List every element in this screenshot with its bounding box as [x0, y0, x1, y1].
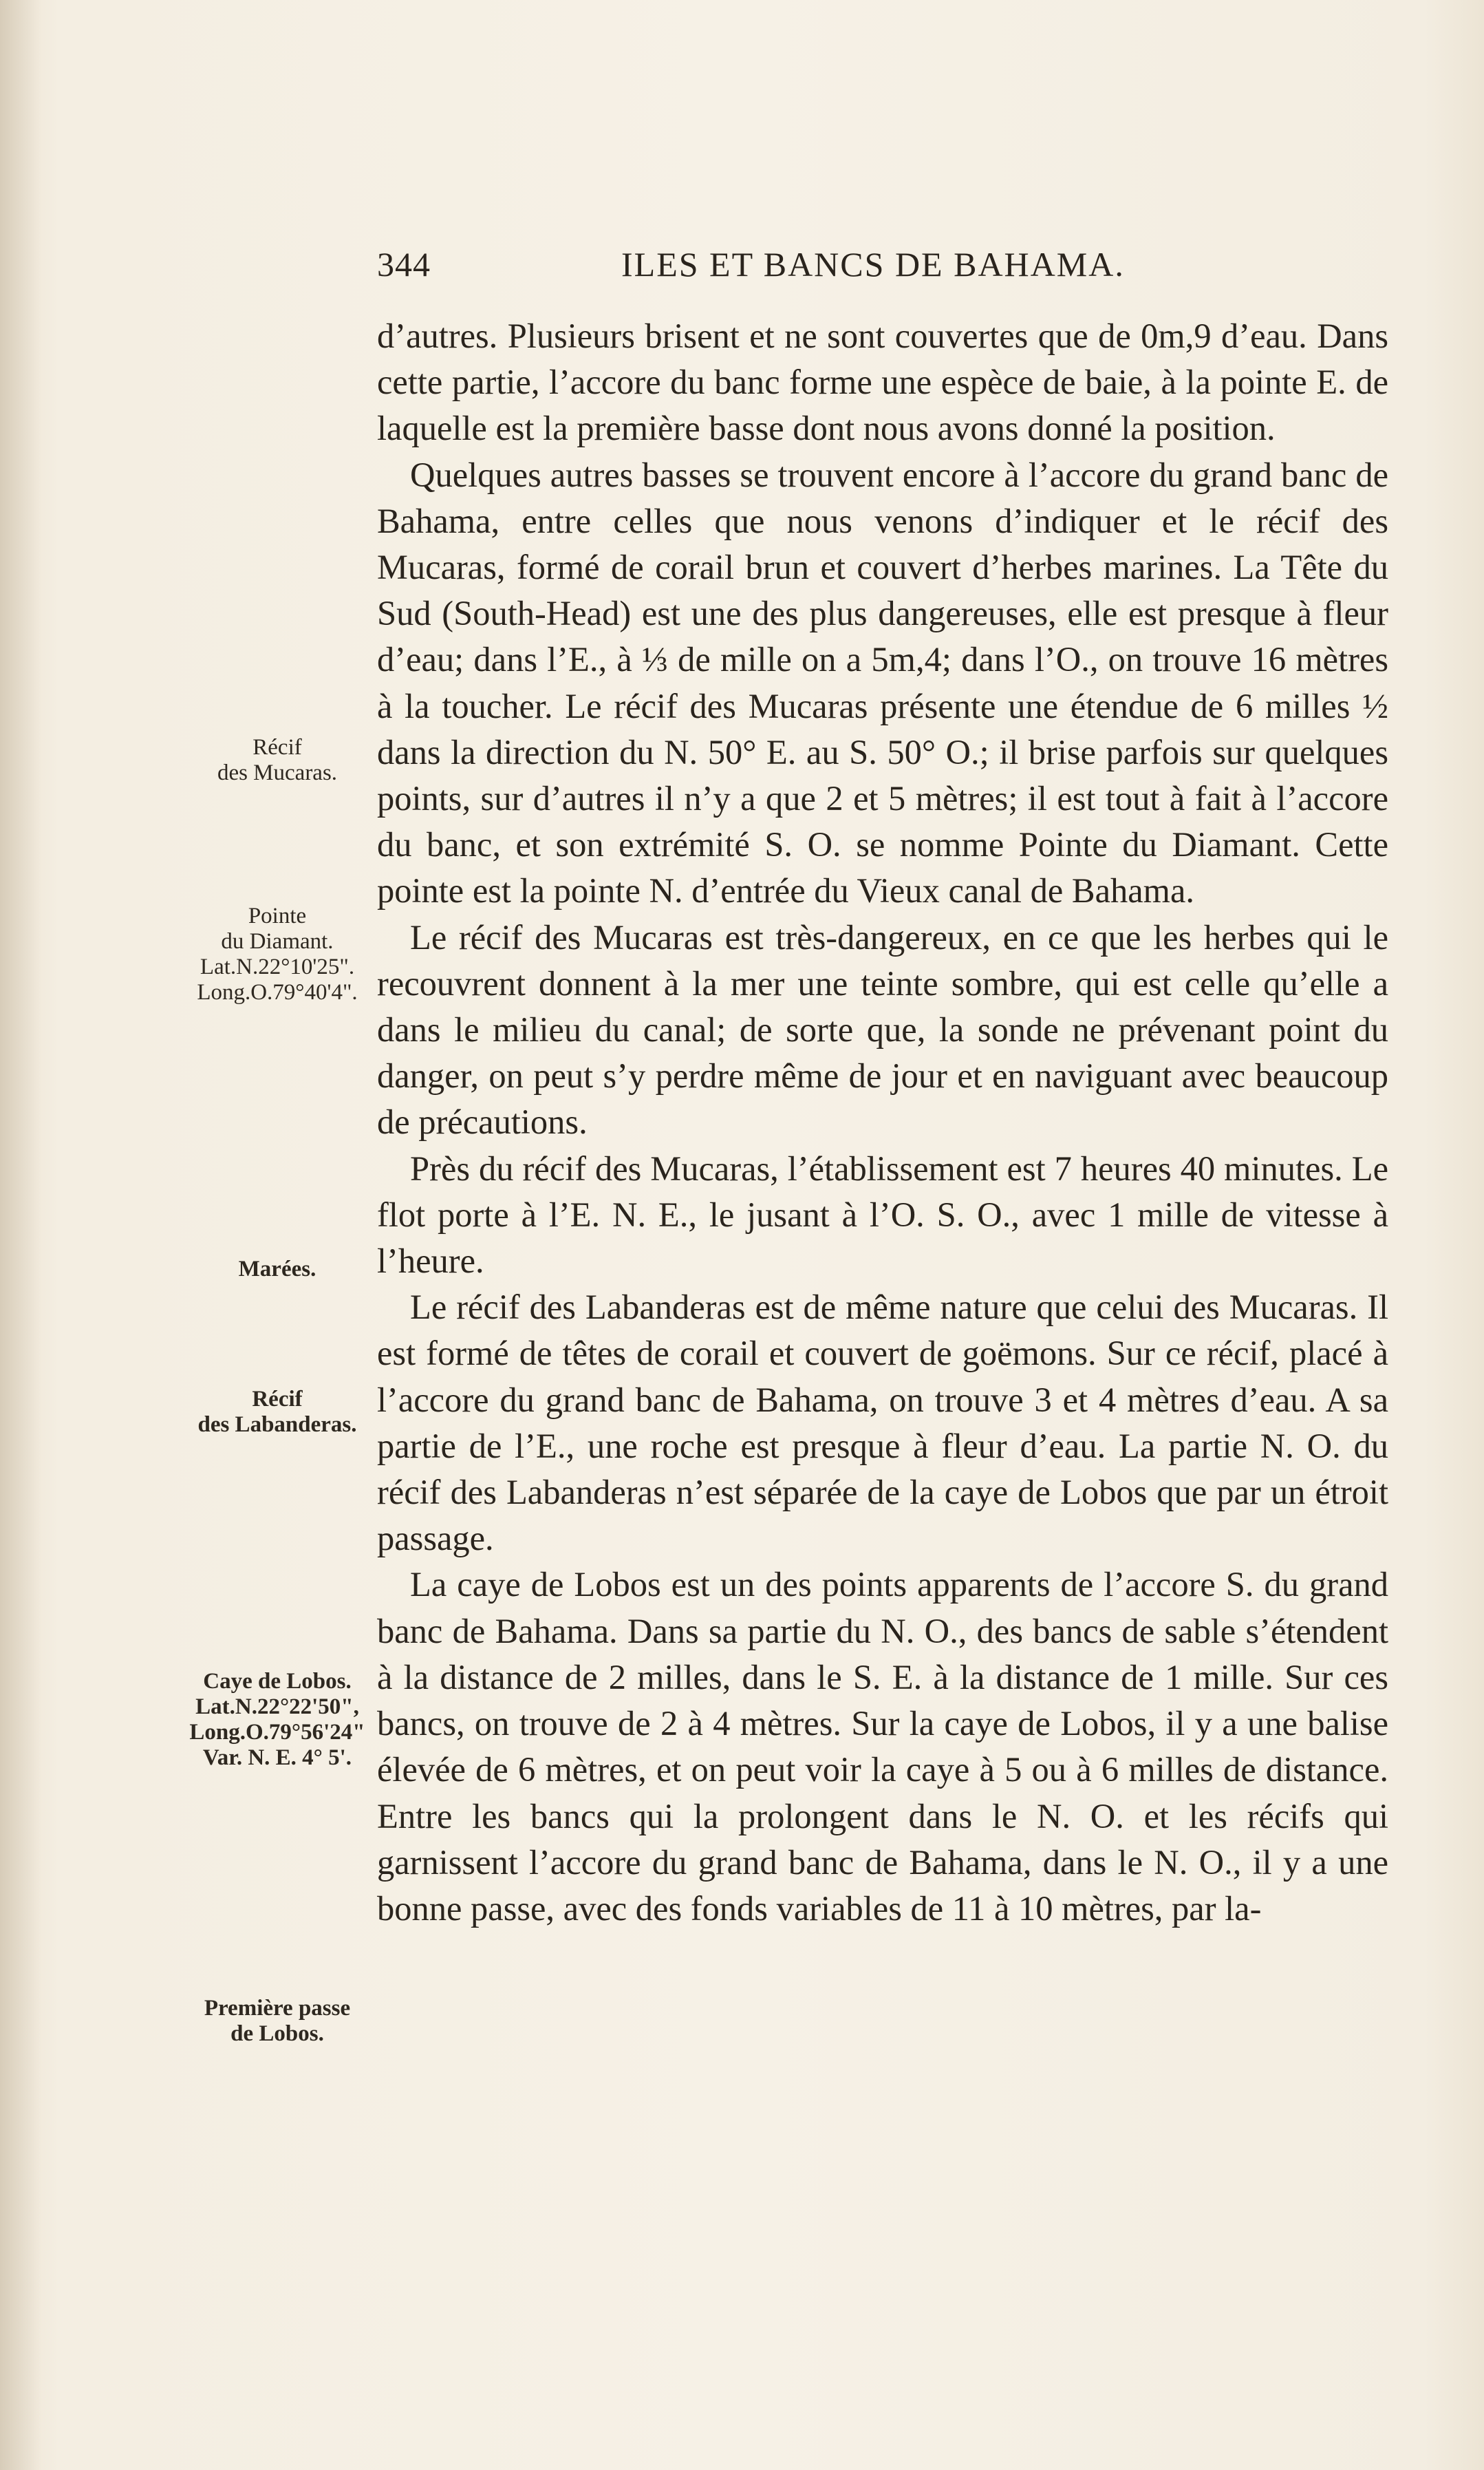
margin-note-recif-mucaras	[164, 735, 391, 786]
paragraph: Le récif des Labanderas est de même nature que celui des Mucaras. Il est formé de têtes de corail et couvert de goëmons. Sur ce récif, placé à l’accore du grand banc de Bahama, on trouve 3 et 4 mètres d’eau. A sa partie de l’E., une roche est presque à fleur d’eau. La partie N. O. du récif des Labanderas n’est séparée de la caye de Lobos que par un étroit passage.	[377, 1288, 1388, 1558]
paragraph: Le récif des Mucaras est très-dangereux, en ce que les herbes qui le recouvrent donnent à la mer une teinte sombre, qui est celle qu’elle a dans le milieu du canal; de sorte que, la sonde ne prévenant point du danger, on peut s’y perdre même de jour et en naviguant avec beaucoup de précautions.	[377, 917, 1388, 1142]
paragraph: Près du récif des Mucaras, l’établissement est 7 heures 40 minutes. Le flot porte à l’E. N. E., le jusant à l’O. S. O., avec 1 mille de vitesse à l’heure.	[377, 1149, 1388, 1281]
paragraph: d’autres. Plusieurs brisent et ne sont couvertes que de 0m,9 d’eau. Dans cette partie, l’accore du banc forme une espèce de baie, à la pointe E. de laquelle est la première basse dont nous avons donné la position.	[377, 317, 1388, 448]
margin-note-line: de Lobos.	[230, 2021, 324, 2046]
running-head	[377, 244, 1395, 292]
binding-shadow	[0, 0, 41, 2470]
margin-note-line: Première passe	[204, 1996, 351, 2021]
paragraph: Quelques autres basses se trouvent encore à l’accore du grand banc de Bahama, entre celles que nous venons d’indiquer et le récif des Mucaras, formé de corail brun et couvert d’herbes marines. La Tête du Sud (South-Head) est une des plus dangereuses, elle est presque à fleur d’eau; dans l’E., à ⅓ de mille on a 5m,4; dans l’O., on trouve 16 mètres à la toucher. Le récif des Mucaras présente une étendue de 6 milles ½ dans la direction du N. 50° E. au S. 50° O.; il brise parfois sur quelques points, sur d’autres il n’y a que 2 et 5 mètres; il est tout à fait à l’accore du banc, et son extrémité S. O. se nomme Pointe du Diamant. Cette pointe est la pointe N. d’entrée du Vieux canal de Bahama.	[377, 455, 1388, 911]
margin-note-line: des Mucaras.	[217, 760, 338, 785]
running-title: ILES ET BANCS DE BAHAMA.	[621, 245, 1125, 284]
margin-note-line: Pointe	[248, 904, 307, 928]
margin-note-line: Lat.N.22°22'50",	[195, 1694, 359, 1719]
paragraph: La caye de Lobos est un des points apparents de l’accore S. du grand banc de Bahama. Dans sa partie du N. O., des bancs de sable s’étendent à la distance de 2 milles, dans le S. E. à la distance de 1 mille. Sur ces bancs, on trouve de 2 à 4 mètres. Sur la caye de Lobos, il y a une balise élevée de 6 mètres, et on peut voir la caye à 5 ou à 6 milles de distance. Entre les bancs qui la prolongent dans le N. O. et les récifs qui garnissent l’accore du grand banc de Bahama, dans le N. O., il y a une bonne passe, avec des fonds variables de 11 à 10 mètres, par la-	[377, 1565, 1388, 1928]
margin-note-line: du Diamant.	[221, 929, 334, 954]
margin-note-line: Marées.	[238, 1257, 316, 1281]
margin-note-line: Caye de Lobos.	[203, 1669, 352, 1694]
margin-note-line: Long.O.79°56'24"	[189, 1720, 365, 1745]
margin-note-caye-lobos	[164, 1669, 391, 1771]
margin-note-marees	[164, 1257, 391, 1282]
margin-note-pointe-diamant	[164, 904, 391, 1005]
margin-note-line: Var. N. E. 4° 5'.	[202, 1745, 352, 1770]
page-number: 344	[377, 245, 431, 284]
body-text	[377, 313, 1388, 1932]
margin-note-line: Lat.N.22°10'25".	[200, 955, 355, 979]
margin-note-line: Récif	[252, 735, 302, 760]
margin-note-line: Long.O.79°40'4".	[197, 980, 358, 1005]
margin-note-recif-labanderas	[164, 1387, 391, 1438]
margin-note-premiere-passe	[164, 1996, 391, 2047]
margin-note-line: Récif	[252, 1387, 303, 1412]
margin-note-line: des Labanderas.	[197, 1412, 357, 1437]
